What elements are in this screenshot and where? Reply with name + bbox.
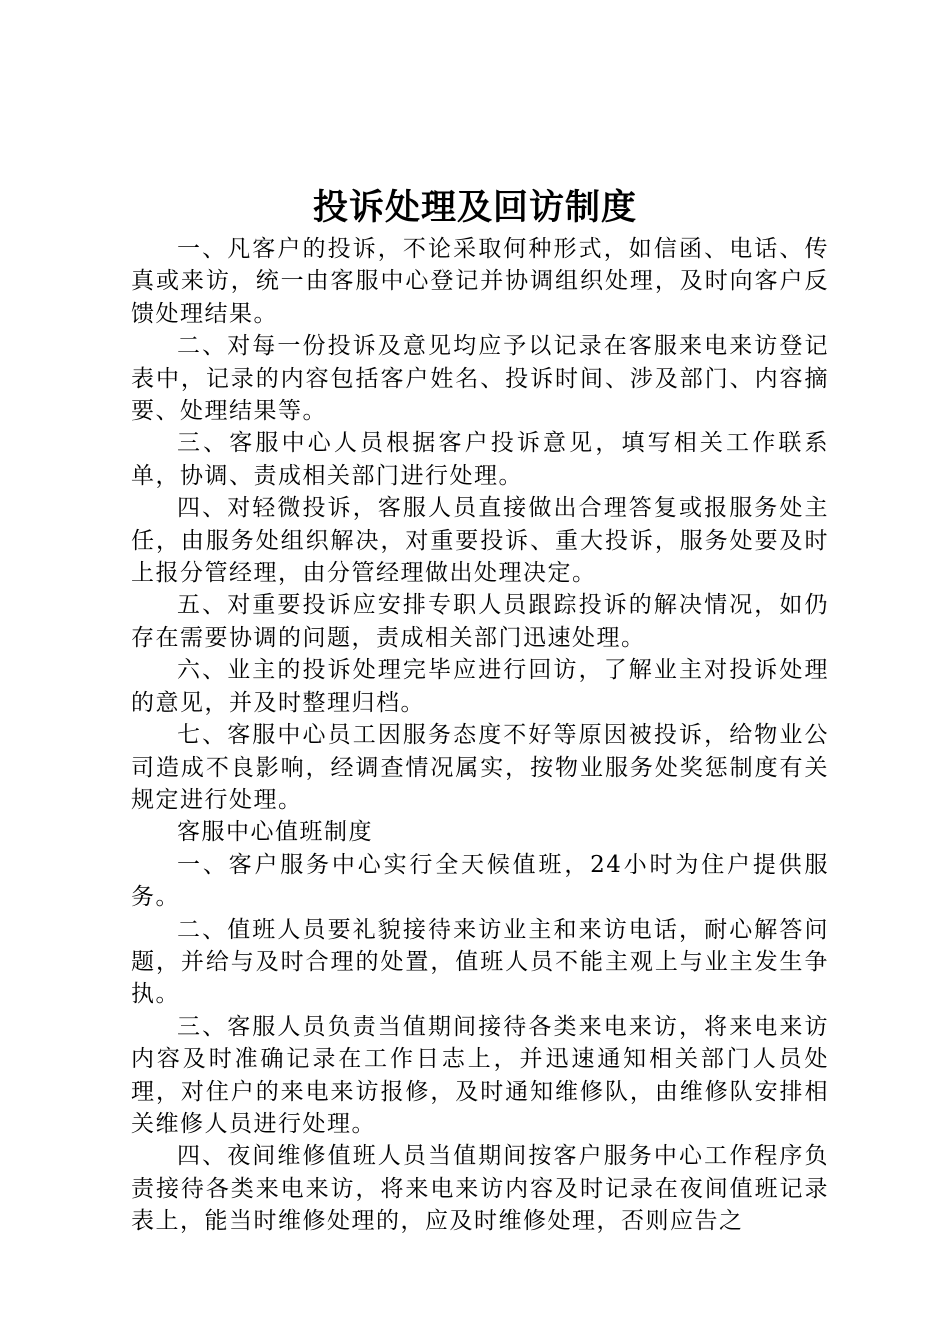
paragraph-complaint-1: 一、凡客户的投诉，不论采取何种形式，如信函、电话、传真或来访，统一由客服中心登记并协调组织处理，及时向客户反馈处理结果。 (131, 236, 829, 327)
paragraph-complaint-4: 四、对轻微投诉，客服人员直接做出合理答复或报服务处主任，由服务处组织解决，对重要投诉、重大投诉，服务处要及时上报分管经理，由分管经理做出处理决定。 (131, 495, 829, 587)
paragraph-complaint-3: 三、客服中心人员根据客户投诉意见，填写相关工作联系单，协调、责成相关部门进行处理。 (131, 430, 829, 489)
paragraph-complaint-7: 七、客服中心员工因服务态度不好等原因被投诉，给物业公司造成不良影响，经调查情况属实，按物业服务处奖惩制度有关规定进行处理。 (131, 722, 829, 813)
paragraph-duty-4: 四、夜间维修值班人员当值期间按客户服务中心工作程序负责接待各类来电来访，将来电来访内容及时记录在夜间值班记录表上，能当时维修处理的，应及时维修处理，否则应告之 (131, 1143, 829, 1235)
paragraph-duty-3: 三、客服人员负责当值期间接待各类来电来访，将来电来访内容及时准确记录在工作日志上，并迅速通知相关部门人员处理，对住户的来电来访报修，及时通知维修队，由维修队安排相关维修人员进行处理。 (131, 1013, 829, 1137)
paragraph-duty-1: 一、客户服务中心实行全天候值班，24小时为住户提供服务。 (131, 851, 829, 911)
document-title: 投诉处理及回访制度 (312, 187, 637, 228)
paragraph-complaint-6: 六、业主的投诉处理完毕应进行回访，了解业主对投诉处理的意见，并及时整理归档。 (131, 657, 829, 716)
section-heading-duty-system: 客服中心值班制度 (177, 819, 373, 846)
paragraph-complaint-5: 五、对重要投诉应安排专职人员跟踪投诉的解决情况，如仍存在需要协调的问题，责成相关部门迅速处理。 (131, 592, 829, 651)
document-body (131, 233, 829, 1238)
paragraph-complaint-2: 二、对每一份投诉及意见均应予以记录在客服来电来访登记表中，记录的内容包括客户姓名、投诉时间、涉及部门、内容摘要、处理结果等。 (131, 333, 829, 425)
paragraph-duty-2: 二、值班人员要礼貌接待来访业主和来访电话，耐心解答问题，并给与及时合理的处置，值班人员不能主观上与业主发生争执。 (131, 916, 829, 1008)
